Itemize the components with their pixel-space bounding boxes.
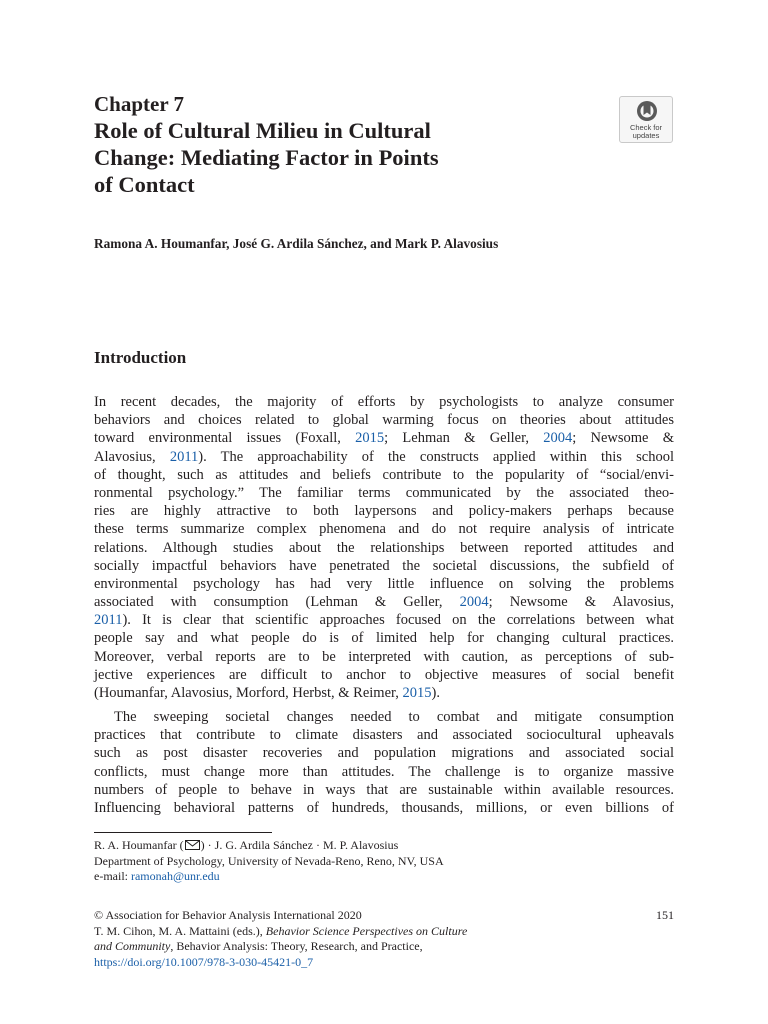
- text-run: relations. Although studies about the relationships between reported attitudes and: [94, 539, 674, 556]
- text-run: toward environmental issues (Foxall,: [94, 430, 356, 447]
- citation-line: [94, 924, 674, 940]
- text-line: [94, 557, 674, 575]
- text-line: [94, 393, 674, 411]
- text-run: ). The approachability of the constructs applied within this school: [198, 448, 674, 465]
- copyright-block: [94, 908, 674, 970]
- footnote-author-prefix: R. A. Houmanfar (: [94, 838, 184, 852]
- author-list: Ramona A. Houmanfar, José G. Ardila Sánchez, and Mark P. Alavosius: [94, 236, 499, 251]
- text-line: [94, 708, 674, 726]
- page-number: 151: [656, 908, 674, 922]
- book-title: Behavior Science Perspectives on Culture: [265, 923, 468, 938]
- text-line: [94, 411, 674, 429]
- text-line: [94, 648, 674, 666]
- text-run: In recent decades, the majority of efforts by psychologists to analyze consumer: [94, 394, 674, 410]
- citation-line-2: [94, 939, 674, 955]
- badge-line: updates: [632, 131, 660, 140]
- text-run: Alavosius,: [94, 448, 170, 465]
- text-line: [94, 799, 674, 817]
- text-run: ronmental psychology.” The familiar terms communicated by the associated theo-: [94, 484, 674, 501]
- citation-editors: T. M. Cihon, M. A. Mattaini (eds.),: [94, 923, 266, 938]
- chapter-title-line: of Contact: [94, 172, 195, 197]
- paragraph-1: [94, 393, 674, 702]
- text-run: these terms summarize complex phenomena and do not require analysis of intricate: [94, 521, 674, 538]
- text-line: [94, 629, 674, 647]
- book-title-cont: and Community: [94, 939, 171, 953]
- envelope-icon[interactable]: [185, 840, 200, 850]
- text-run: numbers of people to behave in ways that are sustainable within available resources.: [94, 781, 674, 798]
- citation-link[interactable]: 2015: [402, 685, 432, 701]
- badge-text: [620, 124, 672, 140]
- footnote-authors: [94, 838, 444, 854]
- bookmark-check-icon: [636, 100, 658, 122]
- citation-link[interactable]: 2004: [543, 430, 573, 447]
- text-line: [94, 593, 674, 611]
- text-run: jective experiences are difficult to anchor to objective measures of social benefit: [94, 666, 674, 683]
- text-run: ; Lehman & Geller,: [384, 430, 544, 447]
- check-for-updates-badge[interactable]: [619, 96, 673, 143]
- chapter-title-line: Change: Mediating Factor in Points: [94, 145, 439, 170]
- email-link[interactable]: ramonah@unr.edu: [130, 869, 220, 883]
- text-line: [94, 520, 674, 538]
- text-run: The sweeping societal changes needed to combat and mitigate consumption: [114, 709, 674, 725]
- chapter-title: [94, 117, 594, 198]
- citation-link[interactable]: 2011: [169, 448, 199, 465]
- text-line: [94, 539, 674, 557]
- text-run: ries are highly attractive to both laypersons and policy-makers perhaps because: [94, 503, 674, 520]
- text-run: such as post disaster recoveries and population migrations and associated social: [94, 745, 674, 762]
- text-line: [94, 502, 674, 520]
- email-label: e-mail:: [94, 869, 131, 883]
- text-line: [94, 429, 674, 447]
- badge-line: Check for: [629, 123, 663, 132]
- text-run: ). It is clear that scientific approaches focused on the correlations between what: [122, 612, 674, 629]
- text-run: ; Newsome & Alavosius,: [488, 594, 674, 611]
- text-line: [94, 684, 674, 702]
- footnote-author-suffix: ) · J. G. Ardila Sánchez · M. P. Alavosius: [200, 838, 399, 852]
- text-line: [94, 744, 674, 762]
- text-run: (Houmanfar, Alavosius, Morford, Herbst, & Reimer,: [94, 685, 403, 701]
- chapter-title-line: Role of Cultural Milieu in Cultural: [94, 118, 431, 143]
- text-run: environmental psychology has had very little influence on solving the problems: [94, 575, 674, 592]
- text-line: [94, 484, 674, 502]
- footnote-department: Department of Psychology, University of Nevada-Reno, Reno, NV, USA: [94, 853, 444, 868]
- text-line: [94, 781, 674, 799]
- footnote-divider: [94, 832, 272, 833]
- doi-link[interactable]: https://doi.org/10.1007/978-3-030-45421-0_7: [94, 954, 314, 969]
- text-line: [94, 575, 674, 593]
- text-line: [94, 726, 674, 744]
- text-run: socially impactful behaviors have penetrated the societal discussions, the subfield of: [94, 557, 674, 574]
- citation-link[interactable]: 2011: [94, 612, 123, 629]
- text-run: behaviors and choices related to global warming focus on theories about attitudes: [94, 412, 674, 429]
- text-line: [94, 611, 674, 629]
- text-run: Influencing behavioral patterns of hundreds, thousands, millions, or even billions of: [94, 799, 674, 816]
- doi-row: [94, 955, 674, 971]
- text-line: [94, 466, 674, 484]
- text-run: people say and what people do is of limited help for changing cultural practices.: [94, 630, 674, 647]
- text-run: ; Newsome &: [572, 430, 675, 447]
- citation-link[interactable]: 2004: [459, 594, 489, 611]
- text-run: ).: [431, 685, 440, 701]
- series-name: , Behavior Analysis: Theory, Research, and Practice,: [170, 939, 423, 953]
- text-line: [94, 763, 674, 781]
- author-footnote: [94, 838, 444, 885]
- text-run: of thought, such as attitudes and beliefs contribute to the popularity of “social/envi-: [94, 466, 674, 483]
- text-line: [94, 448, 674, 466]
- copyright-line: © Association for Behavior Analysis International 2020: [94, 908, 362, 922]
- paragraph-2: [94, 708, 674, 817]
- text-run: associated with consumption (Lehman & Geller,: [94, 594, 460, 611]
- footnote-email-row: [94, 869, 444, 885]
- text-line: [94, 666, 674, 684]
- text-run: conflicts, must change more than attitudes. The challenge is to organize massive: [94, 763, 674, 780]
- citation-link[interactable]: 2015: [355, 430, 385, 447]
- text-run: practices that contribute to climate disasters and associated sociocultural upheavals: [94, 727, 674, 744]
- chapter-label: Chapter 7: [94, 92, 185, 116]
- section-heading: Introduction: [94, 348, 187, 367]
- text-run: Moreover, verbal reports are to be interpreted with caution, as perceptions of sub-: [94, 648, 674, 665]
